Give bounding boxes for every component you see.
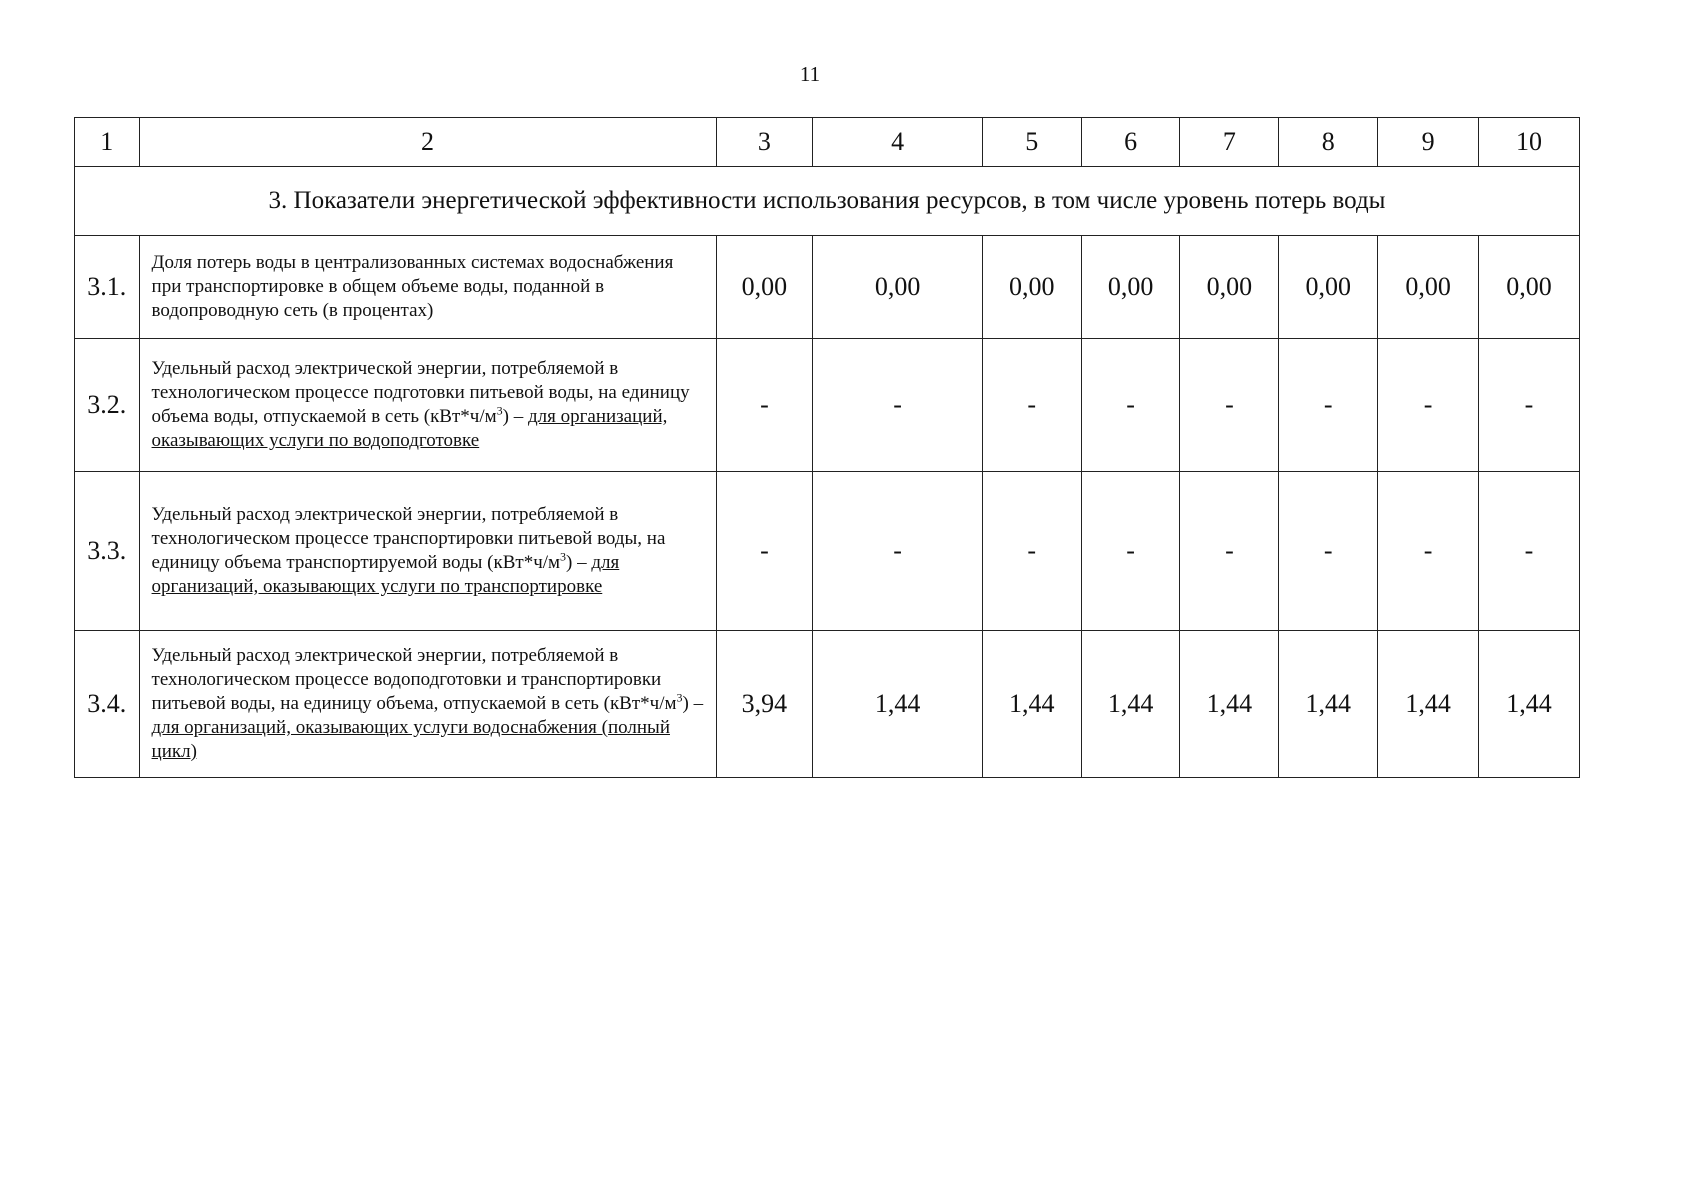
row-description: [139, 339, 716, 472]
value-cell: -: [1279, 339, 1378, 472]
column-number: 7: [1180, 118, 1279, 167]
value-cell: -: [982, 472, 1081, 631]
value-cell: 1,44: [813, 631, 982, 778]
value-cell: -: [982, 339, 1081, 472]
column-number: 10: [1479, 118, 1580, 167]
value-cell: 0,00: [1279, 236, 1378, 339]
row-number: 3.2.: [75, 339, 140, 472]
value-cell: 1,44: [1081, 631, 1180, 778]
value-cell: -: [1479, 472, 1580, 631]
value-cell: 0,00: [982, 236, 1081, 339]
value-cell: -: [716, 472, 813, 631]
value-cell: 1,44: [1378, 631, 1479, 778]
superscript: 3: [496, 403, 503, 418]
value-cell: 0,00: [1081, 236, 1180, 339]
column-number: 8: [1279, 118, 1378, 167]
value-cell: 0,00: [1378, 236, 1479, 339]
table-row: [75, 236, 1580, 339]
description-text: Удельный расход электрической энергии, потребляемой в технологическом процессе подготовки питьевой воды, на единицу объема воды, отпускаемой в сеть (кВт*ч/м: [151, 358, 690, 427]
value-cell: -: [716, 339, 813, 472]
value-cell: 1,44: [1180, 631, 1279, 778]
column-number-row: [75, 118, 1580, 167]
table-row: [75, 339, 1580, 472]
section-title: 3. Показатели энергетической эффективности использования ресурсов, в том числе уровень потерь воды: [75, 167, 1580, 236]
value-cell: 3,94: [716, 631, 813, 778]
row-number: 3.1.: [75, 236, 140, 339]
column-number: 9: [1378, 118, 1479, 167]
row-description: [139, 631, 716, 778]
value-cell: -: [1180, 472, 1279, 631]
column-number: 2: [139, 118, 716, 167]
value-cell: -: [1081, 472, 1180, 631]
value-cell: 0,00: [1180, 236, 1279, 339]
row-number: 3.4.: [75, 631, 140, 778]
value-cell: -: [1378, 472, 1479, 631]
row-description: [139, 472, 716, 631]
superscript: 3: [676, 690, 683, 705]
description-text-after: ) –: [502, 406, 528, 427]
value-cell: -: [1180, 339, 1279, 472]
column-number: 1: [75, 118, 140, 167]
value-cell: 1,44: [982, 631, 1081, 778]
description-text-after: ) –: [682, 693, 704, 714]
description-text: Доля потерь воды в централизованных системах водоснабжения при транспортировке в общем объеме воды, поданной в водопроводную сеть (в процентах): [151, 252, 674, 321]
description-text: Удельный расход электрической энергии, потребляемой в технологическом процессе водоподготовки и транспортировки питьевой воды, на единицу объема, отпускаемой в сеть (кВт*ч/м: [151, 645, 677, 714]
description-text-after: ) –: [566, 552, 592, 573]
page-number: 11: [799, 62, 821, 86]
value-cell: 0,00: [716, 236, 813, 339]
column-number: 3: [716, 118, 813, 167]
value-cell: -: [813, 339, 982, 472]
value-cell: 1,44: [1279, 631, 1378, 778]
value-cell: -: [1279, 472, 1378, 631]
section-title-row: [75, 167, 1580, 236]
column-number: 5: [982, 118, 1081, 167]
table-row: [75, 472, 1580, 631]
description-underlined: для организаций, оказывающих услуги по транспортировке: [151, 552, 620, 597]
column-number: 4: [813, 118, 982, 167]
column-number: 6: [1081, 118, 1180, 167]
value-cell: -: [1081, 339, 1180, 472]
value-cell: 0,00: [1479, 236, 1580, 339]
table-row: [75, 631, 1580, 778]
value-cell: -: [1378, 339, 1479, 472]
value-cell: -: [1479, 339, 1580, 472]
value-cell: 1,44: [1479, 631, 1580, 778]
description-text: Удельный расход электрической энергии, потребляемой в технологическом процессе транспортировки питьевой воды, на единицу объема транспортируемой воды (кВт*ч/м: [151, 504, 666, 573]
value-cell: 0,00: [813, 236, 982, 339]
description-underlined: для организаций, оказывающих услуги по водоподготовке: [151, 406, 668, 451]
value-cell: -: [813, 472, 982, 631]
row-number: 3.3.: [75, 472, 140, 631]
description-underlined: для организаций, оказывающих услуги водоснабжения (полный цикл): [151, 717, 670, 762]
row-description: [139, 236, 716, 339]
indicators-table: [74, 117, 1580, 778]
superscript: 3: [560, 549, 567, 564]
